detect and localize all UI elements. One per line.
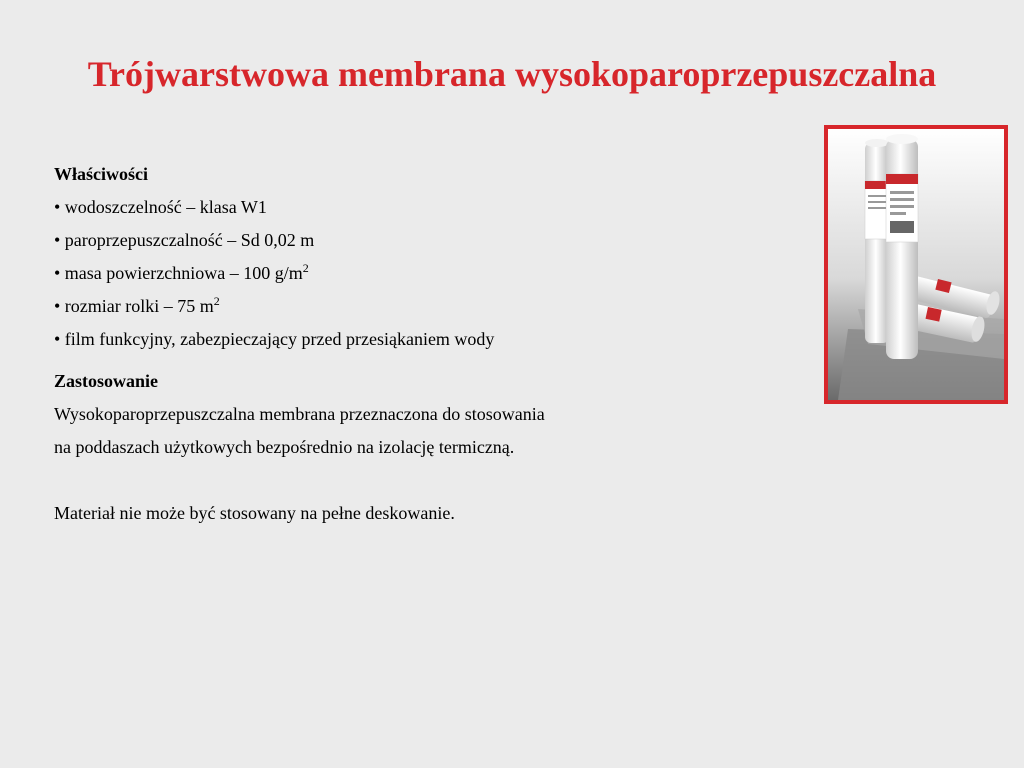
properties-heading: Właściwości <box>54 164 148 184</box>
content-area <box>54 158 774 530</box>
application-line-2: na poddaszach użytkowych bezpośrednio na izolację termiczną. <box>54 437 515 457</box>
membrane-rolls-photo <box>828 129 1004 400</box>
property-item-film: • film funkcyjny, zabezpieczający przed przesiąkaniem wody <box>54 329 495 349</box>
superscript: 2 <box>213 294 220 308</box>
application-heading: Zastosowanie <box>54 371 159 391</box>
application-line-1: Wysokoparoprzepuszczalna membrana przeznaczona do stosowania <box>54 404 545 424</box>
page-title: Trójwarstwowa membrana wysokoparoprzepuszczalna <box>87 54 937 94</box>
application-note: Materiał nie może być stosowany na pełne deskowanie. <box>54 503 455 523</box>
property-item-vapour: • paroprzepuszczalność – Sd 0,02 m <box>54 230 315 250</box>
product-photo <box>824 125 1008 404</box>
property-item-waterproof: • wodoszczelność – klasa W1 <box>54 197 267 217</box>
property-item-roll-size: • rozmiar rolki – 75 $m^2$ <box>54 294 220 316</box>
superscript: 2 <box>302 261 309 275</box>
property-item-mass: • masa powierzchniowa – 100 $g/m^2$ <box>54 261 309 283</box>
